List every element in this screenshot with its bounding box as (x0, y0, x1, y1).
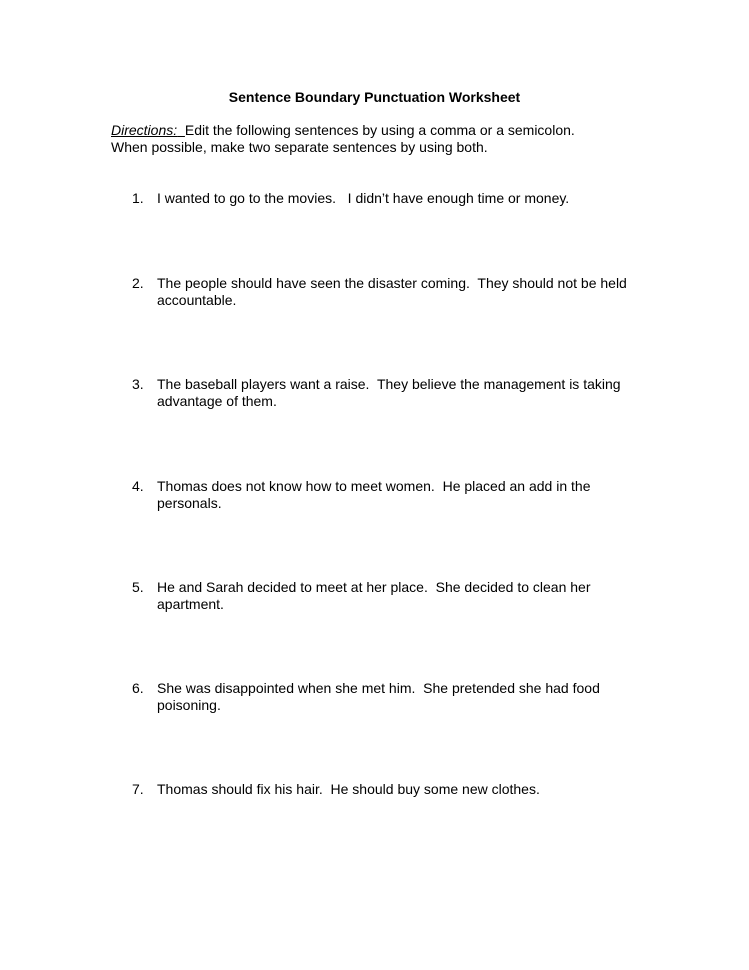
list-item (132, 376, 642, 410)
item-text: Thomas does not know how to meet women. He placed an add in the personals. (157, 478, 595, 511)
item-text: I wanted to go to the movies. I didn’t have enough time or money. (157, 190, 570, 206)
list-item (132, 680, 642, 714)
list-item (132, 781, 642, 798)
item-text: He and Sarah decided to meet at her place. She decided to clean her apartment. (157, 579, 595, 612)
item-text: Thomas should fix his hair. He should buy some new clothes. (157, 781, 540, 797)
item-number: 2. (132, 275, 144, 291)
list-item (132, 478, 642, 512)
item-text: She was disappointed when she met him. She pretended she had food poisoning. (157, 680, 604, 713)
item-text: The baseball players want a raise. They believe the management is taking advantage of them. (157, 376, 625, 409)
item-number: 3. (132, 376, 144, 392)
item-number: 1. (132, 190, 144, 206)
item-text: The people should have seen the disaster coming. They should not be held accountable. (157, 275, 631, 308)
list-item (132, 275, 642, 309)
list-item (132, 579, 642, 613)
item-number: 7. (132, 781, 144, 797)
list-item (132, 190, 642, 207)
item-number: 4. (132, 478, 144, 494)
directions-line-1: Edit the following sentences by using a comma or a semicolon. (184, 122, 575, 138)
page-title: Sentence Boundary Punctuation Worksheet (228, 89, 521, 105)
item-number: 5. (132, 579, 144, 595)
directions-label: Directions: (111, 122, 178, 138)
directions (111, 122, 651, 156)
item-number: 6. (132, 680, 144, 696)
directions-label-gap (177, 122, 185, 138)
directions-line-2: When possible, make two separate sentences by using both. (111, 139, 488, 155)
